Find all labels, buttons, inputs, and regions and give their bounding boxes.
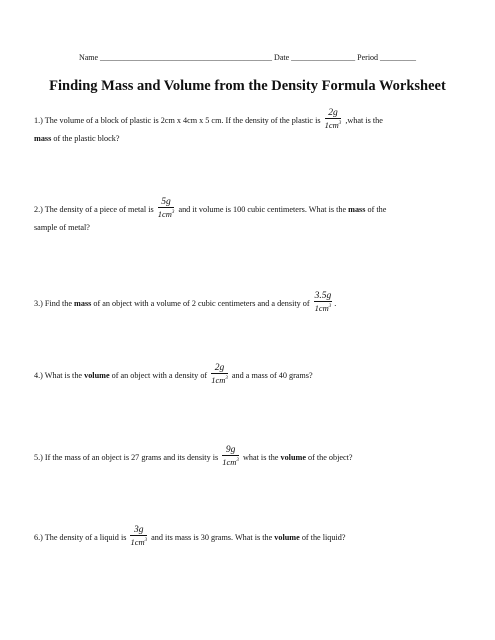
question-text: 3.) Find the: [34, 298, 75, 308]
question-text: 5.) If the mass of an object is 27 grams and its density is: [34, 452, 219, 462]
fraction-numerator: 2g: [325, 108, 342, 119]
fraction-unit: 1cm: [130, 536, 145, 547]
question-text: of the object?: [305, 452, 353, 462]
question-4-line-1: [34, 365, 464, 387]
question-2: [34, 199, 464, 233]
question-5-line-1: [34, 447, 464, 469]
density-fraction: [158, 197, 175, 219]
fraction-denominator: [325, 119, 342, 130]
question-text: of an object with a volume of 2 cubic centimeters and a density of: [91, 298, 310, 308]
question-text: of the: [365, 204, 387, 214]
question-6-line-1: [34, 527, 464, 549]
fraction-unit: 1cm: [324, 119, 339, 130]
question-2-line-2: sample of metal?: [34, 222, 90, 232]
name-blank: ___________________________________________: [100, 53, 273, 62]
fraction-denominator: [222, 456, 239, 467]
question-text: 4.) What is the: [34, 370, 85, 380]
period-blank: _________: [380, 53, 417, 62]
question-1-line-2: [34, 134, 464, 144]
question-1-line-1: [34, 110, 464, 132]
fraction-exponent: 3: [338, 121, 342, 126]
question-text: what is the: [242, 452, 281, 462]
fraction-numerator: 5g: [158, 197, 175, 208]
date-blank: ________________: [291, 53, 356, 62]
keyword-volume: volume: [84, 370, 110, 380]
keyword-volume: volume: [274, 532, 300, 542]
density-fraction: [211, 363, 228, 385]
keyword-mass: mass: [348, 204, 366, 214]
question-2-line-1: [34, 199, 464, 221]
question-text: of the plastic block?: [51, 133, 120, 143]
fraction-exponent: 3: [328, 304, 332, 309]
question-text: 2.) The density of a piece of metal is: [34, 204, 154, 214]
fraction-exponent: 3: [144, 538, 148, 543]
question-text: 1.) The volume of a block of plastic is 2cm x 4cm x 5 cm. If the density of the plastic is: [34, 115, 321, 125]
fraction-denominator: [314, 302, 333, 313]
question-text: 6.) The density of a liquid is: [34, 532, 127, 542]
fraction-denominator: [158, 208, 175, 219]
question-text: of an object with a density of: [109, 370, 208, 380]
density-fraction: [222, 445, 239, 467]
fraction-numerator: 9g: [222, 445, 239, 456]
period-label: Period: [357, 53, 379, 62]
question-4: [34, 365, 464, 387]
question-5: [34, 447, 464, 469]
fraction-unit: 1cm: [314, 302, 329, 313]
keyword-volume: volume: [280, 452, 306, 462]
page-title: Finding Mass and Volume from the Density Formula Worksheet: [49, 78, 446, 94]
fraction-exponent: 3: [236, 458, 239, 463]
fraction-numerator: 3.5g: [314, 291, 332, 301]
fraction-exponent: 3: [171, 210, 175, 215]
fraction-denominator: [211, 374, 228, 385]
date-label: Date: [274, 53, 290, 62]
question-text: and a mass of 40 grams?: [231, 370, 313, 380]
fraction-unit: 1cm: [157, 208, 172, 219]
fraction-numerator: 2g: [211, 363, 228, 374]
density-fraction: [314, 291, 333, 313]
density-fraction: [130, 525, 147, 547]
name-label: Name: [78, 53, 99, 62]
question-1: [34, 110, 464, 144]
fraction-numerator: 3g: [130, 525, 147, 536]
question-text: of the liquid?: [299, 532, 346, 542]
keyword-mass: mass: [74, 298, 92, 308]
question-3: [34, 293, 464, 315]
question-text: .: [334, 298, 337, 308]
question-3-line-1: [34, 293, 464, 315]
question-text: ,what is the: [345, 115, 383, 125]
fraction-unit: 1cm: [222, 456, 237, 467]
fraction-exponent: 3: [225, 376, 228, 381]
question-text: and it volume is 100 cubic centimeters. What is the: [178, 204, 349, 214]
header-line: [0, 53, 495, 62]
density-fraction: [325, 108, 342, 130]
fraction-denominator: [130, 536, 147, 547]
keyword-mass: mass: [34, 133, 52, 143]
fraction-unit: 1cm: [211, 374, 226, 385]
question-6: [34, 527, 464, 549]
question-text: and its mass is 30 grams. What is the: [151, 532, 275, 542]
